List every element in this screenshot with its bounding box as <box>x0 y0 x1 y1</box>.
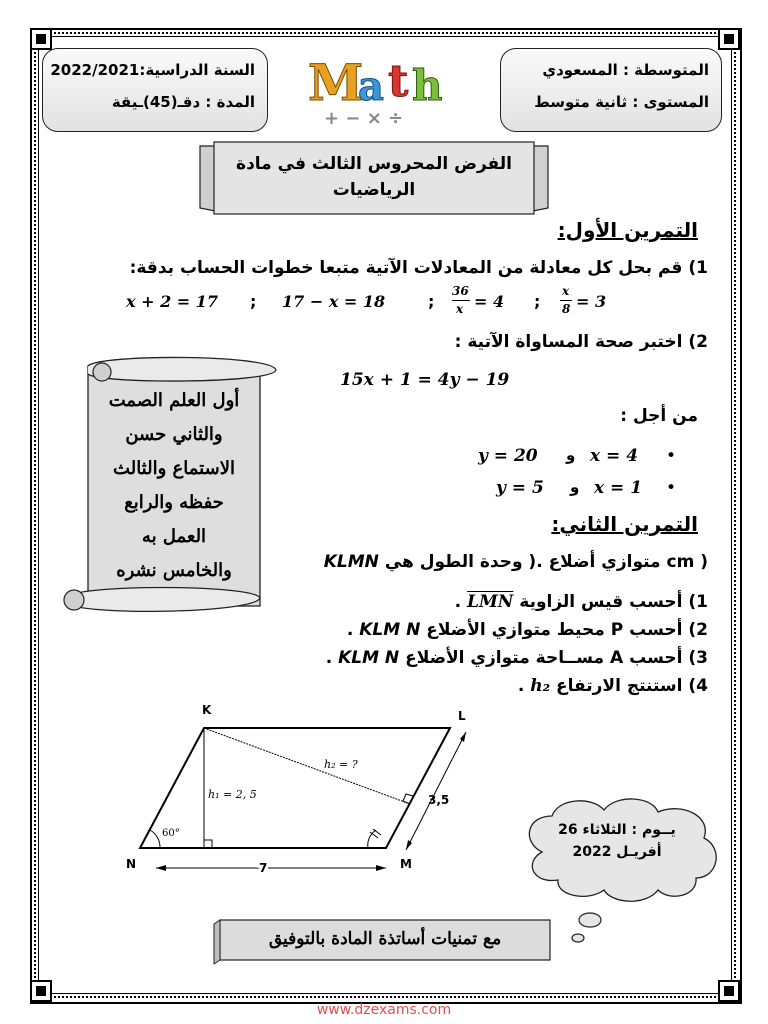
exercise1-q1 <box>130 258 708 278</box>
exercise2-item-2 <box>347 620 708 640</box>
school-year: السنة الدراسية:2022/2021 <box>50 61 255 79</box>
quote-line-1: أول العلم الصمت <box>108 390 240 411</box>
q1-text: قم بحل كل معادلة من المعادلات الآتية متبعا خطوات الحساب بدقة: <box>129 258 683 278</box>
svg-text:h: h <box>412 61 443 110</box>
item3-math: KLM N <box>338 648 400 668</box>
item3-end: . <box>325 648 333 668</box>
date-line1: يــوم : الثلاثاء 26 <box>558 822 676 838</box>
quote-line-3: الاستماع والثالث <box>113 458 235 479</box>
svg-text:a: a <box>358 63 384 110</box>
exercise2-item-3 <box>326 648 708 668</box>
item2-number: 2) <box>688 620 708 640</box>
case2-x: x = 1 <box>594 478 643 498</box>
intro-text: متوازي أضلاع .( وحدة الطول هي <box>384 552 661 572</box>
vertex-l: L <box>458 709 466 723</box>
website-link[interactable]: www.dzexams.com <box>316 1002 452 1018</box>
wish-banner <box>212 914 558 966</box>
item4-text: استنتج الارتفاع <box>556 676 683 696</box>
angle-60-label: 60° <box>162 828 180 839</box>
school-info-box <box>500 48 722 132</box>
equation-c-denominator: x <box>456 302 464 316</box>
equation-d-numerator: x <box>562 284 570 298</box>
exercise2-item-4 <box>518 676 708 696</box>
h2-label: h₂ = ? <box>324 758 358 771</box>
vertex-n: N <box>126 857 137 871</box>
equation-d-denominator: 8 <box>562 302 571 316</box>
quote-line-2: والثاني حسن <box>125 424 223 445</box>
for-values-label: من أجل : <box>620 406 698 426</box>
side-nm-label: 7 <box>259 861 268 875</box>
angle-m-arc <box>368 830 376 848</box>
separator-1: ; <box>250 292 257 311</box>
year-info-box <box>42 48 268 132</box>
right-angle-mark-n <box>204 840 212 848</box>
case-1 <box>470 446 710 470</box>
bullet-icon: • <box>666 478 677 498</box>
equation-a: x + 2 = 17 <box>126 292 219 311</box>
side-ml-arrow <box>406 732 466 850</box>
item4-number: 4) <box>688 676 708 696</box>
equation-d-rhs: = 3 <box>576 292 607 311</box>
exercise2-intro <box>324 552 708 572</box>
q1-number: 1) <box>688 258 708 278</box>
svg-text:M: M <box>308 53 364 112</box>
h1-label: h₁ = 2, 5 <box>208 788 257 801</box>
item4-end: . <box>517 676 525 696</box>
class-level: المستوى : ثانية متوسط <box>534 93 709 111</box>
vertex-k: K <box>202 703 212 717</box>
separator-3: ; <box>534 292 541 311</box>
svg-text:t: t <box>388 56 409 107</box>
equation-b: 17 − x = 18 <box>282 292 386 311</box>
equation-c-rhs: = 4 <box>474 292 505 311</box>
exercise2-heading: التمرين الثاني: <box>551 512 698 536</box>
item1-angle: $\overline{LMN}$ <box>467 592 514 612</box>
title-ribbon <box>196 138 552 218</box>
vertex-m: M <box>400 857 412 871</box>
q2-text: اختبر صحة المساواة الآتية : <box>454 332 683 352</box>
side-ml-label: 3,5 <box>428 793 450 807</box>
item1-number: 1) <box>688 592 708 612</box>
quote-line-5: العمل به <box>141 526 207 547</box>
case1-y: y = 20 <box>478 446 538 466</box>
parallelogram-figure <box>120 700 500 880</box>
svg-text:+ − × ÷: + − × ÷ <box>324 108 404 128</box>
equality-expression: 15x + 1 = 4y − 19 <box>340 370 510 390</box>
parallelogram-shape <box>140 728 450 848</box>
school-name: المتوسطة : المسعودي <box>542 61 709 79</box>
equations-row <box>120 284 620 324</box>
exam-duration: المدة : دقـ(45)ـيقة <box>111 93 255 111</box>
parallelogram-name: KLMN <box>323 552 379 572</box>
quote-line-6: والخامس نشره <box>116 560 232 581</box>
intro-unit: cm ) <box>666 552 708 572</box>
quote-scroll <box>58 352 280 622</box>
case-2 <box>470 478 710 502</box>
item2-math: KLM N <box>359 620 421 640</box>
item2-end: . <box>346 620 354 640</box>
exercise2-item-1 <box>455 592 708 612</box>
item3-text: أحسب A مســاحة متوازي الأضلاع <box>405 648 683 668</box>
quote-line-4: حفظه والرابع <box>124 492 224 513</box>
date-line2: أفريـل 2022 <box>572 844 662 860</box>
math-logo-graphic <box>300 48 460 128</box>
q2-number: 2) <box>688 332 708 352</box>
case2-and: و <box>570 478 580 496</box>
item1-end: . <box>454 592 462 612</box>
case2-y: y = 5 <box>496 478 544 498</box>
exercise1-heading: التمرين الأول: <box>557 218 698 242</box>
title-line1: الفرض المحروس الثالث في مادة <box>236 154 512 174</box>
title-line2: الرياضيات <box>332 180 416 200</box>
exercise1-q2 <box>455 332 708 352</box>
item1-text: أحسب قيس الزاوية <box>519 592 683 612</box>
item2-text: أحسب P محيط متوازي الأضلاع <box>426 620 683 640</box>
bullet-icon: • <box>666 446 677 466</box>
wish-text: مع تمنيات أساتذة المادة بالتوفيق <box>268 929 502 949</box>
item3-number: 3) <box>688 648 708 668</box>
case1-and: و <box>566 446 576 464</box>
case1-x: x = 4 <box>590 446 639 466</box>
math-logo <box>300 48 460 128</box>
separator-2: ; <box>428 292 435 311</box>
equation-c-numerator: 36 <box>452 284 469 298</box>
item4-math: h₂ <box>530 676 551 696</box>
angle-60-arc <box>150 830 160 848</box>
